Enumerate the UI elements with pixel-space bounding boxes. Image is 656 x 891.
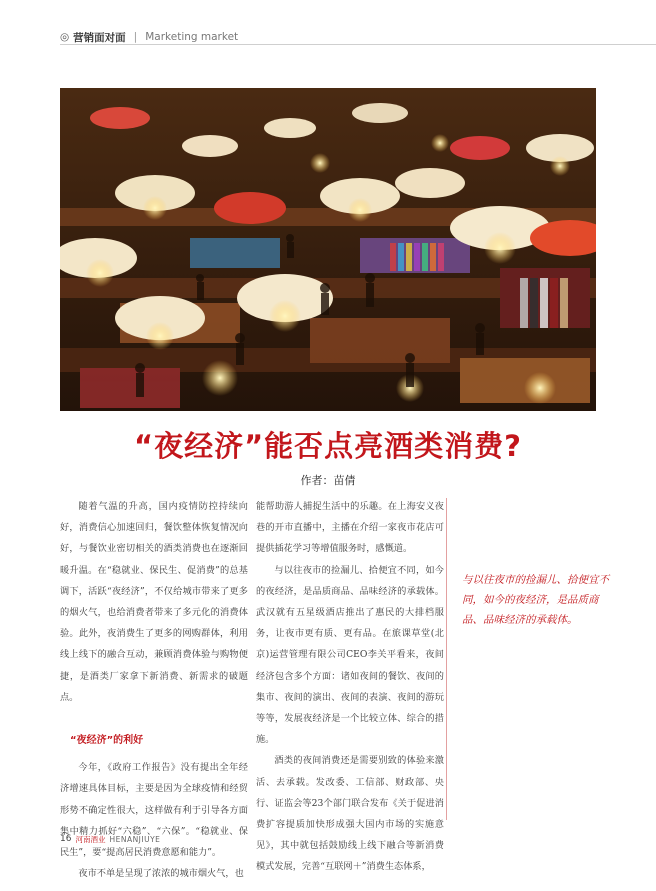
publication-name-en: HENANJIUYE <box>109 834 161 844</box>
night-market-photo <box>60 88 596 411</box>
publication-name-cn: 河南酒业 <box>75 834 106 844</box>
pullquote-divider <box>446 498 447 820</box>
article-author: 作者：苗倩 <box>300 474 356 487</box>
paragraph: 能帮助游人捕捉生活中的乐趣。在上海安义夜巷的开市直播中，主播在介绍一家夜市花店可提供插花学习等增值服务时，感慨道。 <box>256 501 444 555</box>
paragraph: 夜市不单是呈现了浓浓的城市烟火气，也 <box>78 868 244 880</box>
article-title: “夜经济”能否点亮酒类消费? <box>134 429 522 463</box>
article-column-2 <box>256 496 444 878</box>
page-number: 16 <box>60 834 72 844</box>
article-column-1 <box>60 496 248 884</box>
section-separator: | <box>133 31 138 43</box>
page-footer <box>60 832 160 846</box>
section-title-en: Marketing market <box>145 31 239 43</box>
section-mark-icon: ◎ <box>60 31 70 43</box>
paragraph: 与以往夜市的捡漏儿、拾便宜不同，如今的夜经济，是品质商品、品味经济的承载体。武汉就有五星级酒店推出了惠民的大排档服务，让夜市更有质、更有品。在旅课草堂(北京)运营管理有限公司CEO李关平看来，夜间经济包含多个方面：诸如夜间的餐饮、夜间的集市、夜间的演出、夜间的表演、夜间的游玩等等，发展夜经济是一个比较立体、综合的措施。 <box>256 564 444 746</box>
pull-quote: 与以往夜市的捡漏儿、拾便宜不同，如今的夜经济，是品质商品、品味经济的承载体。 <box>462 574 609 626</box>
paragraph: 酒类的夜间消费还是需要别致的体验来激活、去承载。发改委、工信部、财政部、央行、证监会等23个部门联合发布《关于促进消费扩容提质加快形成强大国内市场的实施意见》，其中就包括鼓励线上线下融合等新消费模式发展，完善“互联网＋”消费生态体系， <box>256 755 444 873</box>
section-subhead: “夜经济”的利好 <box>70 735 144 747</box>
header-divider <box>60 44 656 45</box>
paragraph: 今年，《政府工作报告》没有提出全年经济增速具体目标，主要是因为全球疫情和经贸形势不确定性很大，这样做有利于引导各方面集中精力抓好“六稳”、“六保”。“稳就业、保民生”，要“提高居民消费意愿和能力”。 <box>60 762 248 859</box>
night-market-illustration <box>60 88 596 411</box>
section-title-cn: 营销面对面 <box>73 31 126 44</box>
paragraph: 随着气温的升高，国内疫情防控持续向好，消费信心加速回归，餐饮整体恢复情况向好，与餐饮业密切相关的酒类消费也在逐渐回暖升温。在“稳就业、保民生、促消费”的总基调下，活跃“夜经济”，不仅给城市带来了更多的烟火气，也给消费者带来了多元化的消费体验。此外，夜消费生了更多的网购群体，利用线上线下的融合互动，兼顾消费体验与购物便捷，是酒类厂家拿下新消费、新需求的破题点。 <box>60 501 248 703</box>
